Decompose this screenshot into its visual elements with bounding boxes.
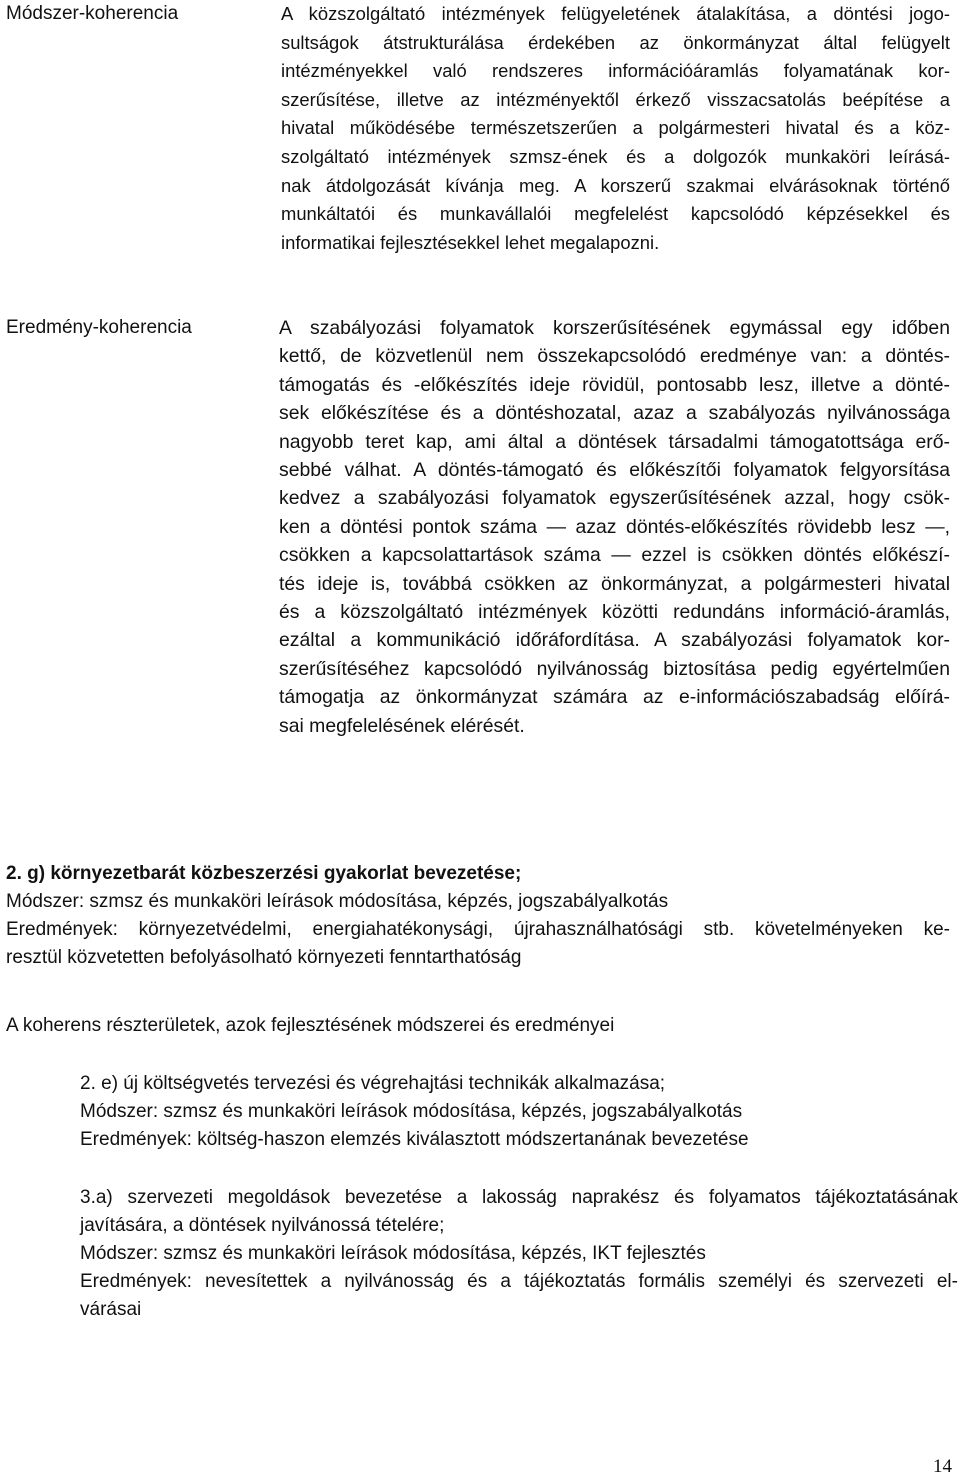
text-line: támogatja az önkormányzat számára az e-információszabadság előírá- [279, 686, 950, 709]
method-line: Módszer: szmsz és munkaköri leírások módosítása, képzés, IKT fejlesztés [80, 1243, 706, 1264]
results-line: Eredmények: költség-haszon elemzés kiválasztott módszertanának bevezetése [80, 1129, 749, 1150]
text-line: sebbé válhat. A döntés-támogató és előkészítői folyamatok felgyorsítása [279, 459, 950, 482]
text-line: támogatás és -előkészítés ideje rövidül, pontosabb lesz, illetve a dönté- [279, 373, 950, 396]
text-line: ken a döntési pontok száma — azaz döntés-előkészítés rövidebb lesz —, [279, 515, 950, 538]
text-line: szerűsítéséhez kapcsolódó nyilvánosság biztosítása pedig egyértelműen [279, 657, 950, 680]
section-2e [80, 1070, 950, 1154]
text-line: ezáltal a kommunikáció időráfordítása. A szabályozási folyamatok kor- [279, 629, 950, 652]
row-text [279, 314, 950, 740]
section-heading: javítására, a döntések nyilvánossá tételére; [80, 1215, 445, 1236]
method-line: Módszer: szmsz és munkaköri leírások módosítása, képzés, jogszabályalkotás [80, 1101, 743, 1122]
results-line: várásai [80, 1299, 142, 1320]
section-heading: 2. e) új költségvetés tervezési és végrehajtási technikák alkalmazása; [80, 1073, 666, 1094]
section-heading: 2. g) környezetbarát közbeszerzési gyakorlat bevezetése; [6, 863, 522, 884]
text-line: A közszolgáltató intézmények felügyeletének átalakítása, a döntési jogo- [281, 3, 950, 24]
text-line: intézményekkel való rendszeres információáramlás folyamatának kor- [281, 60, 950, 82]
text-line: sultságok átstrukturálása érdekében az önkormányzat által felügyelt [281, 31, 950, 53]
text-line: nagyobb teret kap, ami által a döntések társadalmi támogatottsága erő- [279, 430, 950, 453]
results-line: Eredmények: környezetvédelmi, energiahatékonysági, újrahasználhatósági stb. követelményeken ke- [6, 919, 950, 940]
text-line: munkáltatói és munkavállalói megfelelést kapcsolódó képzésekkel és [281, 203, 950, 225]
section-2g [6, 860, 950, 972]
results-line: Eredmények: nevesítettek a nyilvánosság és a tájékoztatás formális személyi és szervezeti el- [80, 1271, 958, 1292]
text-line: és a közszolgáltató intézmények közötti redundáns információ-áramlás, [279, 601, 950, 624]
text-line: csökken a kapcsolattartások száma — ezzel is csökken döntés előkészí- [279, 544, 950, 567]
text-line: szolgáltató intézmények szmsz-ének és a dolgozók munkaköri leírásá- [281, 145, 950, 167]
coherent-areas-title [6, 1012, 950, 1040]
text-line: hivatal működésébe természetszerűen a polgármesteri hivatal és a köz- [281, 117, 950, 139]
section-3a [80, 1184, 958, 1324]
text-line: tés ideje is, továbbá csökken az önkormányzat, a polgármesteri hivatal [279, 572, 950, 595]
page-number: 14 [933, 1456, 952, 1477]
text-line: nak átdolgozását kívánja meg. A korszerű szakmai elvárásoknak történő [281, 174, 950, 196]
text-line: kedvez a szabályozási folyamatok egyszerűsítésének azzal, hogy csök- [279, 487, 950, 510]
text-line: informatikai fejlesztésekkel lehet megalapozni. [281, 231, 660, 253]
section-heading: 3.a) szervezeti megoldások bevezetése a lakosság naprakész és folyamatos tájékoztatásának [80, 1187, 958, 1208]
coherent-title-text: A koherens részterületek, azok fejlesztésének módszerei és eredményei [6, 1015, 615, 1036]
row-label: Eredmény-koherencia [6, 317, 192, 338]
row-text [281, 0, 950, 257]
text-line: szerűsítése, illetve az intézményektől érkező visszacsatolás beépítése a [281, 88, 950, 110]
method-line: Módszer: szmsz és munkaköri leírások módosítása, képzés, jogszabályalkotás [6, 891, 669, 912]
text-line: A szabályozási folyamatok korszerűsítésének egymással egy időben [279, 317, 950, 339]
text-line: sai megfelelésének elérését. [279, 714, 525, 737]
text-line: kettő, de közvetlenül nem összekapcsolódó eredménye van: a döntés- [279, 345, 950, 368]
row-label: Módszer-koherencia [6, 3, 179, 24]
text-line: sek előkészítése és a döntéshozatal, azaz a szabályozás nyilvánossága [279, 402, 950, 425]
results-line: resztül közvetetten befolyásolható környezeti fenntarthatóság [6, 947, 522, 968]
